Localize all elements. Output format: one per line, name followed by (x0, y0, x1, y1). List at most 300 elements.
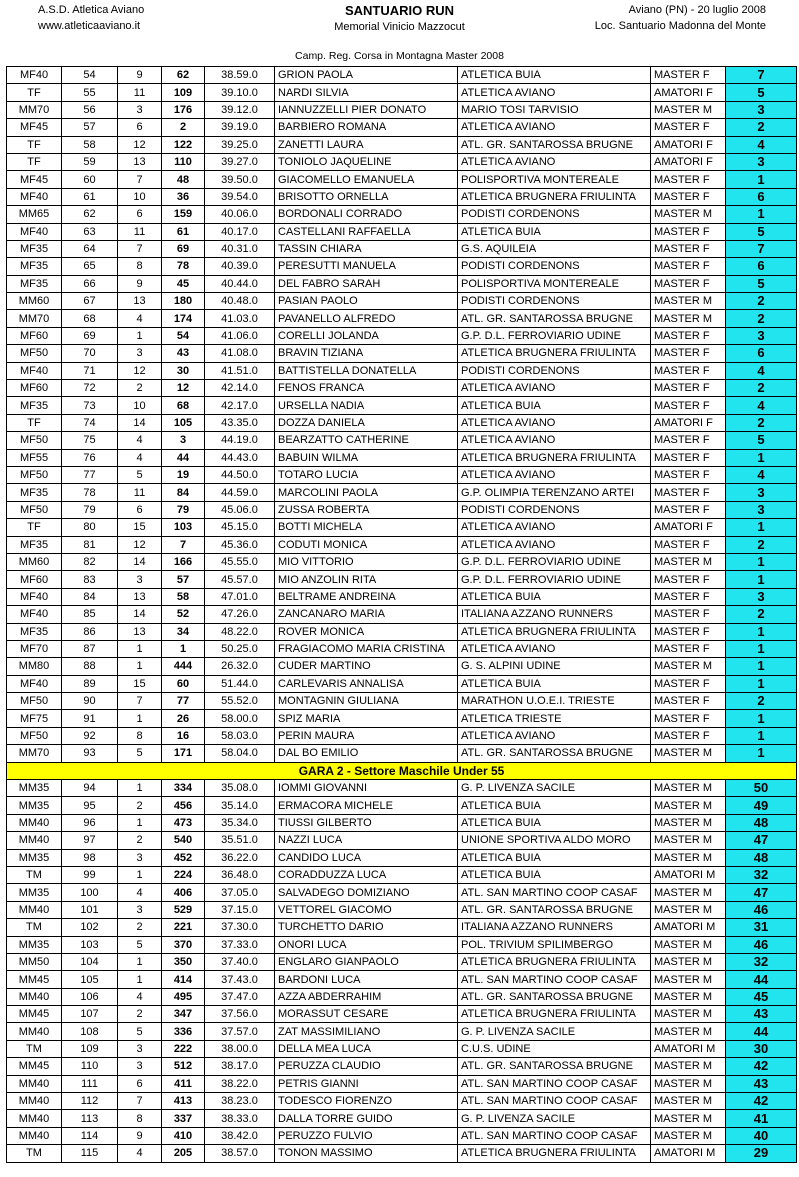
table-row (7, 223, 797, 240)
team-cell: ATLETICA BRUGNERA FRIULINTA (458, 1145, 651, 1162)
position-cell: 93 (62, 745, 118, 762)
category-cell: MF70 (7, 640, 62, 657)
table-row (7, 136, 797, 153)
cat-position-cell: 10 (118, 397, 162, 414)
athlete-name-cell: ONORI LUCA (275, 936, 458, 953)
class-cell: MASTER F (651, 67, 726, 84)
time-cell: 39.10.0 (205, 84, 275, 101)
results-table (6, 66, 797, 1163)
position-cell: 107 (62, 1006, 118, 1023)
team-cell: ATLETICA BUIA (458, 866, 651, 883)
points-cell: 40 (726, 1127, 797, 1144)
position-cell: 101 (62, 901, 118, 918)
cat-position-cell: 6 (118, 119, 162, 136)
position-cell: 95 (62, 797, 118, 814)
position-cell: 82 (62, 553, 118, 570)
bib-cell: 79 (162, 501, 205, 518)
athlete-name-cell: IANNUZZELLI PIER DONATO (275, 101, 458, 118)
table-row (7, 101, 797, 118)
position-cell: 68 (62, 310, 118, 327)
category-cell: MM40 (7, 1093, 62, 1110)
class-cell: MASTER F (651, 606, 726, 623)
athlete-name-cell: ERMACORA MICHELE (275, 797, 458, 814)
table-row (7, 553, 797, 570)
bib-cell: 222 (162, 1040, 205, 1057)
class-cell: MASTER M (651, 884, 726, 901)
time-cell: 38.22.0 (205, 1075, 275, 1092)
points-cell: 5 (726, 275, 797, 292)
table-row (7, 919, 797, 936)
class-cell: MASTER F (651, 345, 726, 362)
time-cell: 58.03.0 (205, 727, 275, 744)
bib-cell: 473 (162, 814, 205, 831)
position-cell: 106 (62, 988, 118, 1005)
bib-cell: 122 (162, 136, 205, 153)
table-row (7, 414, 797, 431)
team-cell: ATLETICA BUIA (458, 849, 651, 866)
cat-position-cell: 1 (118, 327, 162, 344)
position-cell: 110 (62, 1058, 118, 1075)
athlete-name-cell: CASTELLANI RAFFAELLA (275, 223, 458, 240)
team-cell: POL. TRIVIUM SPILIMBERGO (458, 936, 651, 953)
team-cell: C.U.S. UDINE (458, 1040, 651, 1057)
table-row (7, 275, 797, 292)
team-cell: G.P. OLIMPIA TERENZANO ARTEI (458, 484, 651, 501)
position-cell: 109 (62, 1040, 118, 1057)
cat-position-cell: 7 (118, 693, 162, 710)
cat-position-cell: 9 (118, 1127, 162, 1144)
team-cell: ATLETICA AVIANO (458, 380, 651, 397)
time-cell: 40.06.0 (205, 206, 275, 223)
team-cell: ATLETICA AVIANO (458, 432, 651, 449)
table-row (7, 988, 797, 1005)
team-cell: ATLETICA BRUGNERA FRIULINTA (458, 449, 651, 466)
bib-cell: 337 (162, 1110, 205, 1127)
bib-cell: 1 (162, 640, 205, 657)
team-cell: G. P. LIVENZA SACILE (458, 1023, 651, 1040)
athlete-name-cell: BEARZATTO CATHERINE (275, 432, 458, 449)
cat-position-cell: 8 (118, 727, 162, 744)
time-cell: 37.33.0 (205, 936, 275, 953)
bib-cell: 171 (162, 745, 205, 762)
athlete-name-cell: MARCOLINI PAOLA (275, 484, 458, 501)
position-cell: 100 (62, 884, 118, 901)
class-cell: MASTER M (651, 780, 726, 797)
team-cell: PODISTI CORDENONS (458, 258, 651, 275)
points-cell: 32 (726, 866, 797, 883)
team-cell: ITALIANA AZZANO RUNNERS (458, 919, 651, 936)
table-row (7, 640, 797, 657)
points-cell: 1 (726, 171, 797, 188)
class-cell: MASTER F (651, 727, 726, 744)
athlete-name-cell: ZUSSA ROBERTA (275, 501, 458, 518)
bib-cell: 3 (162, 432, 205, 449)
table-row (7, 258, 797, 275)
team-cell: ATLETICA BUIA (458, 675, 651, 692)
category-cell: MM40 (7, 1023, 62, 1040)
results-bottom (7, 780, 797, 1163)
time-cell: 37.40.0 (205, 953, 275, 970)
category-cell: MF35 (7, 397, 62, 414)
team-cell: POLISPORTIVA MONTEREALE (458, 275, 651, 292)
championship-title: Camp. Reg. Corsa in Montagna Master 2008 (295, 50, 504, 62)
table-row (7, 84, 797, 101)
bib-cell: 410 (162, 1127, 205, 1144)
athlete-name-cell: CORELLI JOLANDA (275, 327, 458, 344)
team-cell: ATLETICA TRIESTE (458, 710, 651, 727)
athlete-name-cell: URSELLA NADIA (275, 397, 458, 414)
team-cell: G.P. D.L. FERROVIARIO UDINE (458, 571, 651, 588)
athlete-name-cell: PERUZZA CLAUDIO (275, 1058, 458, 1075)
athlete-name-cell: TASSIN CHIARA (275, 240, 458, 257)
team-cell: ATLETICA AVIANO (458, 536, 651, 553)
time-cell: 38.23.0 (205, 1093, 275, 1110)
position-cell: 63 (62, 223, 118, 240)
table-row (7, 1145, 797, 1162)
cat-position-cell: 7 (118, 171, 162, 188)
table-row (7, 362, 797, 379)
athlete-name-cell: CARLEVARIS ANNALISA (275, 675, 458, 692)
category-cell: MF40 (7, 188, 62, 205)
position-cell: 71 (62, 362, 118, 379)
table-row (7, 171, 797, 188)
bib-cell: 221 (162, 919, 205, 936)
bib-cell: 52 (162, 606, 205, 623)
position-cell: 103 (62, 936, 118, 953)
time-cell: 55.52.0 (205, 693, 275, 710)
table-row (7, 866, 797, 883)
athlete-name-cell: SPIZ MARIA (275, 710, 458, 727)
class-cell: MASTER F (651, 675, 726, 692)
time-cell: 44.19.0 (205, 432, 275, 449)
category-cell: TF (7, 84, 62, 101)
category-cell: MF60 (7, 327, 62, 344)
athlete-name-cell: DELLA MEA LUCA (275, 1040, 458, 1057)
time-cell: 39.27.0 (205, 153, 275, 170)
position-cell: 108 (62, 1023, 118, 1040)
time-cell: 50.25.0 (205, 640, 275, 657)
bib-cell: 414 (162, 971, 205, 988)
class-cell: MASTER F (651, 188, 726, 205)
points-cell: 4 (726, 362, 797, 379)
cat-position-cell: 1 (118, 971, 162, 988)
time-cell: 41.03.0 (205, 310, 275, 327)
table-row (7, 119, 797, 136)
team-cell: ATLETICA AVIANO (458, 519, 651, 536)
time-cell: 47.01.0 (205, 588, 275, 605)
time-cell: 40.48.0 (205, 293, 275, 310)
team-cell: PODISTI CORDENONS (458, 501, 651, 518)
cat-position-cell: 13 (118, 293, 162, 310)
bib-cell: 166 (162, 553, 205, 570)
category-cell: MF40 (7, 362, 62, 379)
club-name: A.S.D. Atletica Aviano (38, 4, 145, 16)
cat-position-cell: 3 (118, 345, 162, 362)
category-cell: MM45 (7, 1058, 62, 1075)
category-cell: MF35 (7, 275, 62, 292)
class-cell: MASTER M (651, 206, 726, 223)
class-cell: MASTER M (651, 901, 726, 918)
points-cell: 43 (726, 1075, 797, 1092)
category-cell: TM (7, 1040, 62, 1057)
category-cell: MF45 (7, 171, 62, 188)
table-row (7, 466, 797, 483)
cat-position-cell: 2 (118, 919, 162, 936)
time-cell: 37.43.0 (205, 971, 275, 988)
bib-cell: 347 (162, 1006, 205, 1023)
team-cell: ATL. GR. SANTAROSSA BRUGNE (458, 745, 651, 762)
athlete-name-cell: TURCHETTO DARIO (275, 919, 458, 936)
bib-cell: 540 (162, 832, 205, 849)
team-cell: POLISPORTIVA MONTEREALE (458, 171, 651, 188)
table-row (7, 571, 797, 588)
athlete-name-cell: BARDONI LUCA (275, 971, 458, 988)
athlete-name-cell: MIO VITTORIO (275, 553, 458, 570)
points-cell: 47 (726, 832, 797, 849)
position-cell: 62 (62, 206, 118, 223)
points-cell: 1 (726, 553, 797, 570)
category-cell: MM35 (7, 797, 62, 814)
category-cell: MF35 (7, 484, 62, 501)
event-title: SANTUARIO RUN (344, 3, 455, 18)
athlete-name-cell: CODUTI MONICA (275, 536, 458, 553)
class-cell: MASTER M (651, 1006, 726, 1023)
position-cell: 73 (62, 397, 118, 414)
position-cell: 83 (62, 571, 118, 588)
athlete-name-cell: NAZZI LUCA (275, 832, 458, 849)
cat-position-cell: 5 (118, 466, 162, 483)
bib-cell: 336 (162, 1023, 205, 1040)
points-cell: 2 (726, 119, 797, 136)
position-cell: 98 (62, 849, 118, 866)
event-memorial: Memorial Vinicio Mazzocut (334, 21, 465, 33)
table-row (7, 484, 797, 501)
position-cell: 89 (62, 675, 118, 692)
athlete-name-cell: MONTAGNIN GIULIANA (275, 693, 458, 710)
points-cell: 29 (726, 1145, 797, 1162)
athlete-name-cell: PERIN MAURA (275, 727, 458, 744)
position-cell: 97 (62, 832, 118, 849)
bib-cell: 350 (162, 953, 205, 970)
class-cell: AMATORI M (651, 866, 726, 883)
class-cell: MASTER F (651, 432, 726, 449)
time-cell: 38.17.0 (205, 1058, 275, 1075)
cat-position-cell: 5 (118, 1023, 162, 1040)
time-cell: 35.51.0 (205, 832, 275, 849)
position-cell: 64 (62, 240, 118, 257)
athlete-name-cell: TONIOLO JAQUELINE (275, 153, 458, 170)
class-cell: AMATORI M (651, 919, 726, 936)
athlete-name-cell: PAVANELLO ALFREDO (275, 310, 458, 327)
team-cell: ATL. SAN MARTINO COOP CASAF (458, 971, 651, 988)
bib-cell: 413 (162, 1093, 205, 1110)
points-cell: 48 (726, 814, 797, 831)
class-cell: MASTER M (651, 953, 726, 970)
team-cell: ATLETICA AVIANO (458, 84, 651, 101)
bib-cell: 110 (162, 153, 205, 170)
time-cell: 35.14.0 (205, 797, 275, 814)
athlete-name-cell: MIO ANZOLIN RITA (275, 571, 458, 588)
team-cell: G. P. LIVENZA SACILE (458, 1110, 651, 1127)
class-cell: MASTER F (651, 240, 726, 257)
time-cell: 35.34.0 (205, 814, 275, 831)
bib-cell: 26 (162, 710, 205, 727)
category-cell: MF35 (7, 240, 62, 257)
athlete-name-cell: BARBIERO ROMANA (275, 119, 458, 136)
points-cell: 1 (726, 658, 797, 675)
team-cell: ATLETICA BRUGNERA FRIULINTA (458, 1006, 651, 1023)
bib-cell: 205 (162, 1145, 205, 1162)
position-cell: 112 (62, 1093, 118, 1110)
team-cell: ATLETICA AVIANO (458, 727, 651, 744)
table-row (7, 658, 797, 675)
time-cell: 41.08.0 (205, 345, 275, 362)
athlete-name-cell: CORADDUZZA LUCA (275, 866, 458, 883)
category-cell: MM80 (7, 658, 62, 675)
time-cell: 51.44.0 (205, 675, 275, 692)
category-cell: MM70 (7, 310, 62, 327)
category-cell: MF75 (7, 710, 62, 727)
points-cell: 4 (726, 466, 797, 483)
position-cell: 99 (62, 866, 118, 883)
category-cell: MM40 (7, 901, 62, 918)
class-cell: MASTER M (651, 1075, 726, 1092)
time-cell: 37.57.0 (205, 1023, 275, 1040)
bib-cell: 103 (162, 519, 205, 536)
table-row (7, 971, 797, 988)
athlete-name-cell: PERUZZO FULVIO (275, 1127, 458, 1144)
bib-cell: 2 (162, 119, 205, 136)
category-cell: MF40 (7, 588, 62, 605)
bib-cell: 30 (162, 362, 205, 379)
time-cell: 37.56.0 (205, 1006, 275, 1023)
time-cell: 44.50.0 (205, 466, 275, 483)
event-place-date: Aviano (PN) - 20 luglio 2008 (628, 4, 766, 16)
athlete-name-cell: CUDER MARTINO (275, 658, 458, 675)
points-cell: 45 (726, 988, 797, 1005)
bib-cell: 512 (162, 1058, 205, 1075)
time-cell: 37.47.0 (205, 988, 275, 1005)
bib-cell: 334 (162, 780, 205, 797)
category-cell: MF50 (7, 693, 62, 710)
category-cell: MF35 (7, 623, 62, 640)
category-cell: MF40 (7, 606, 62, 623)
table-row (7, 449, 797, 466)
team-cell: ATLETICA AVIANO (458, 466, 651, 483)
bib-cell: 34 (162, 623, 205, 640)
time-cell: 45.57.0 (205, 571, 275, 588)
athlete-name-cell: DAL BO EMILIO (275, 745, 458, 762)
team-cell: G.P. D.L. FERROVIARIO UDINE (458, 327, 651, 344)
position-cell: 74 (62, 414, 118, 431)
athlete-name-cell: TONON MASSIMO (275, 1145, 458, 1162)
class-cell: MASTER M (651, 1023, 726, 1040)
time-cell: 39.54.0 (205, 188, 275, 205)
team-cell: ATL. GR. SANTAROSSA BRUGNE (458, 310, 651, 327)
cat-position-cell: 3 (118, 901, 162, 918)
bib-cell: 444 (162, 658, 205, 675)
class-cell: AMATORI F (651, 414, 726, 431)
bib-cell: 78 (162, 258, 205, 275)
athlete-name-cell: DEL FABRO SARAH (275, 275, 458, 292)
position-cell: 102 (62, 919, 118, 936)
cat-position-cell: 6 (118, 1075, 162, 1092)
section-header (7, 762, 797, 779)
category-cell: MM35 (7, 849, 62, 866)
team-cell: ITALIANA AZZANO RUNNERS (458, 606, 651, 623)
table-row (7, 1075, 797, 1092)
bib-cell: 61 (162, 223, 205, 240)
category-cell: MM40 (7, 832, 62, 849)
position-cell: 57 (62, 119, 118, 136)
class-cell: MASTER M (651, 745, 726, 762)
time-cell: 45.36.0 (205, 536, 275, 553)
position-cell: 91 (62, 710, 118, 727)
position-cell: 76 (62, 449, 118, 466)
cat-position-cell: 7 (118, 1093, 162, 1110)
time-cell: 40.39.0 (205, 258, 275, 275)
position-cell: 80 (62, 519, 118, 536)
table-row (7, 397, 797, 414)
class-cell: MASTER F (651, 484, 726, 501)
team-cell: ATL. GR. SANTAROSSA BRUGNE (458, 901, 651, 918)
category-cell: TF (7, 153, 62, 170)
team-cell: PODISTI CORDENONS (458, 293, 651, 310)
category-cell: MF50 (7, 466, 62, 483)
team-cell: ATLETICA BUIA (458, 67, 651, 84)
cat-position-cell: 3 (118, 1040, 162, 1057)
category-cell: MM35 (7, 936, 62, 953)
points-cell: 31 (726, 919, 797, 936)
class-cell: MASTER M (651, 1110, 726, 1127)
points-cell: 2 (726, 414, 797, 431)
time-cell: 40.31.0 (205, 240, 275, 257)
cat-position-cell: 15 (118, 675, 162, 692)
table-row (7, 884, 797, 901)
cat-position-cell: 13 (118, 623, 162, 640)
class-cell: AMATORI F (651, 136, 726, 153)
cat-position-cell: 9 (118, 67, 162, 84)
athlete-name-cell: AZZA ABDERRAHIM (275, 988, 458, 1005)
table-row (7, 1040, 797, 1057)
table-row (7, 849, 797, 866)
bib-cell: 54 (162, 327, 205, 344)
class-cell: MASTER M (651, 101, 726, 118)
class-cell: MASTER F (651, 380, 726, 397)
points-cell: 1 (726, 727, 797, 744)
table-row (7, 588, 797, 605)
table-row (7, 1023, 797, 1040)
cat-position-cell: 10 (118, 188, 162, 205)
points-cell: 3 (726, 588, 797, 605)
bib-cell: 411 (162, 1075, 205, 1092)
table-row (7, 240, 797, 257)
class-cell: MASTER M (651, 1127, 726, 1144)
position-cell: 59 (62, 153, 118, 170)
points-cell: 46 (726, 901, 797, 918)
table-row (7, 832, 797, 849)
class-cell: MASTER M (651, 797, 726, 814)
cat-position-cell: 2 (118, 380, 162, 397)
team-cell: G.S. AQUILEIA (458, 240, 651, 257)
team-cell: G. S. ALPINI UDINE (458, 658, 651, 675)
category-cell: MF40 (7, 675, 62, 692)
points-cell: 7 (726, 67, 797, 84)
category-cell: TF (7, 414, 62, 431)
position-cell: 111 (62, 1075, 118, 1092)
cat-position-cell: 2 (118, 1006, 162, 1023)
cat-position-cell: 4 (118, 1145, 162, 1162)
